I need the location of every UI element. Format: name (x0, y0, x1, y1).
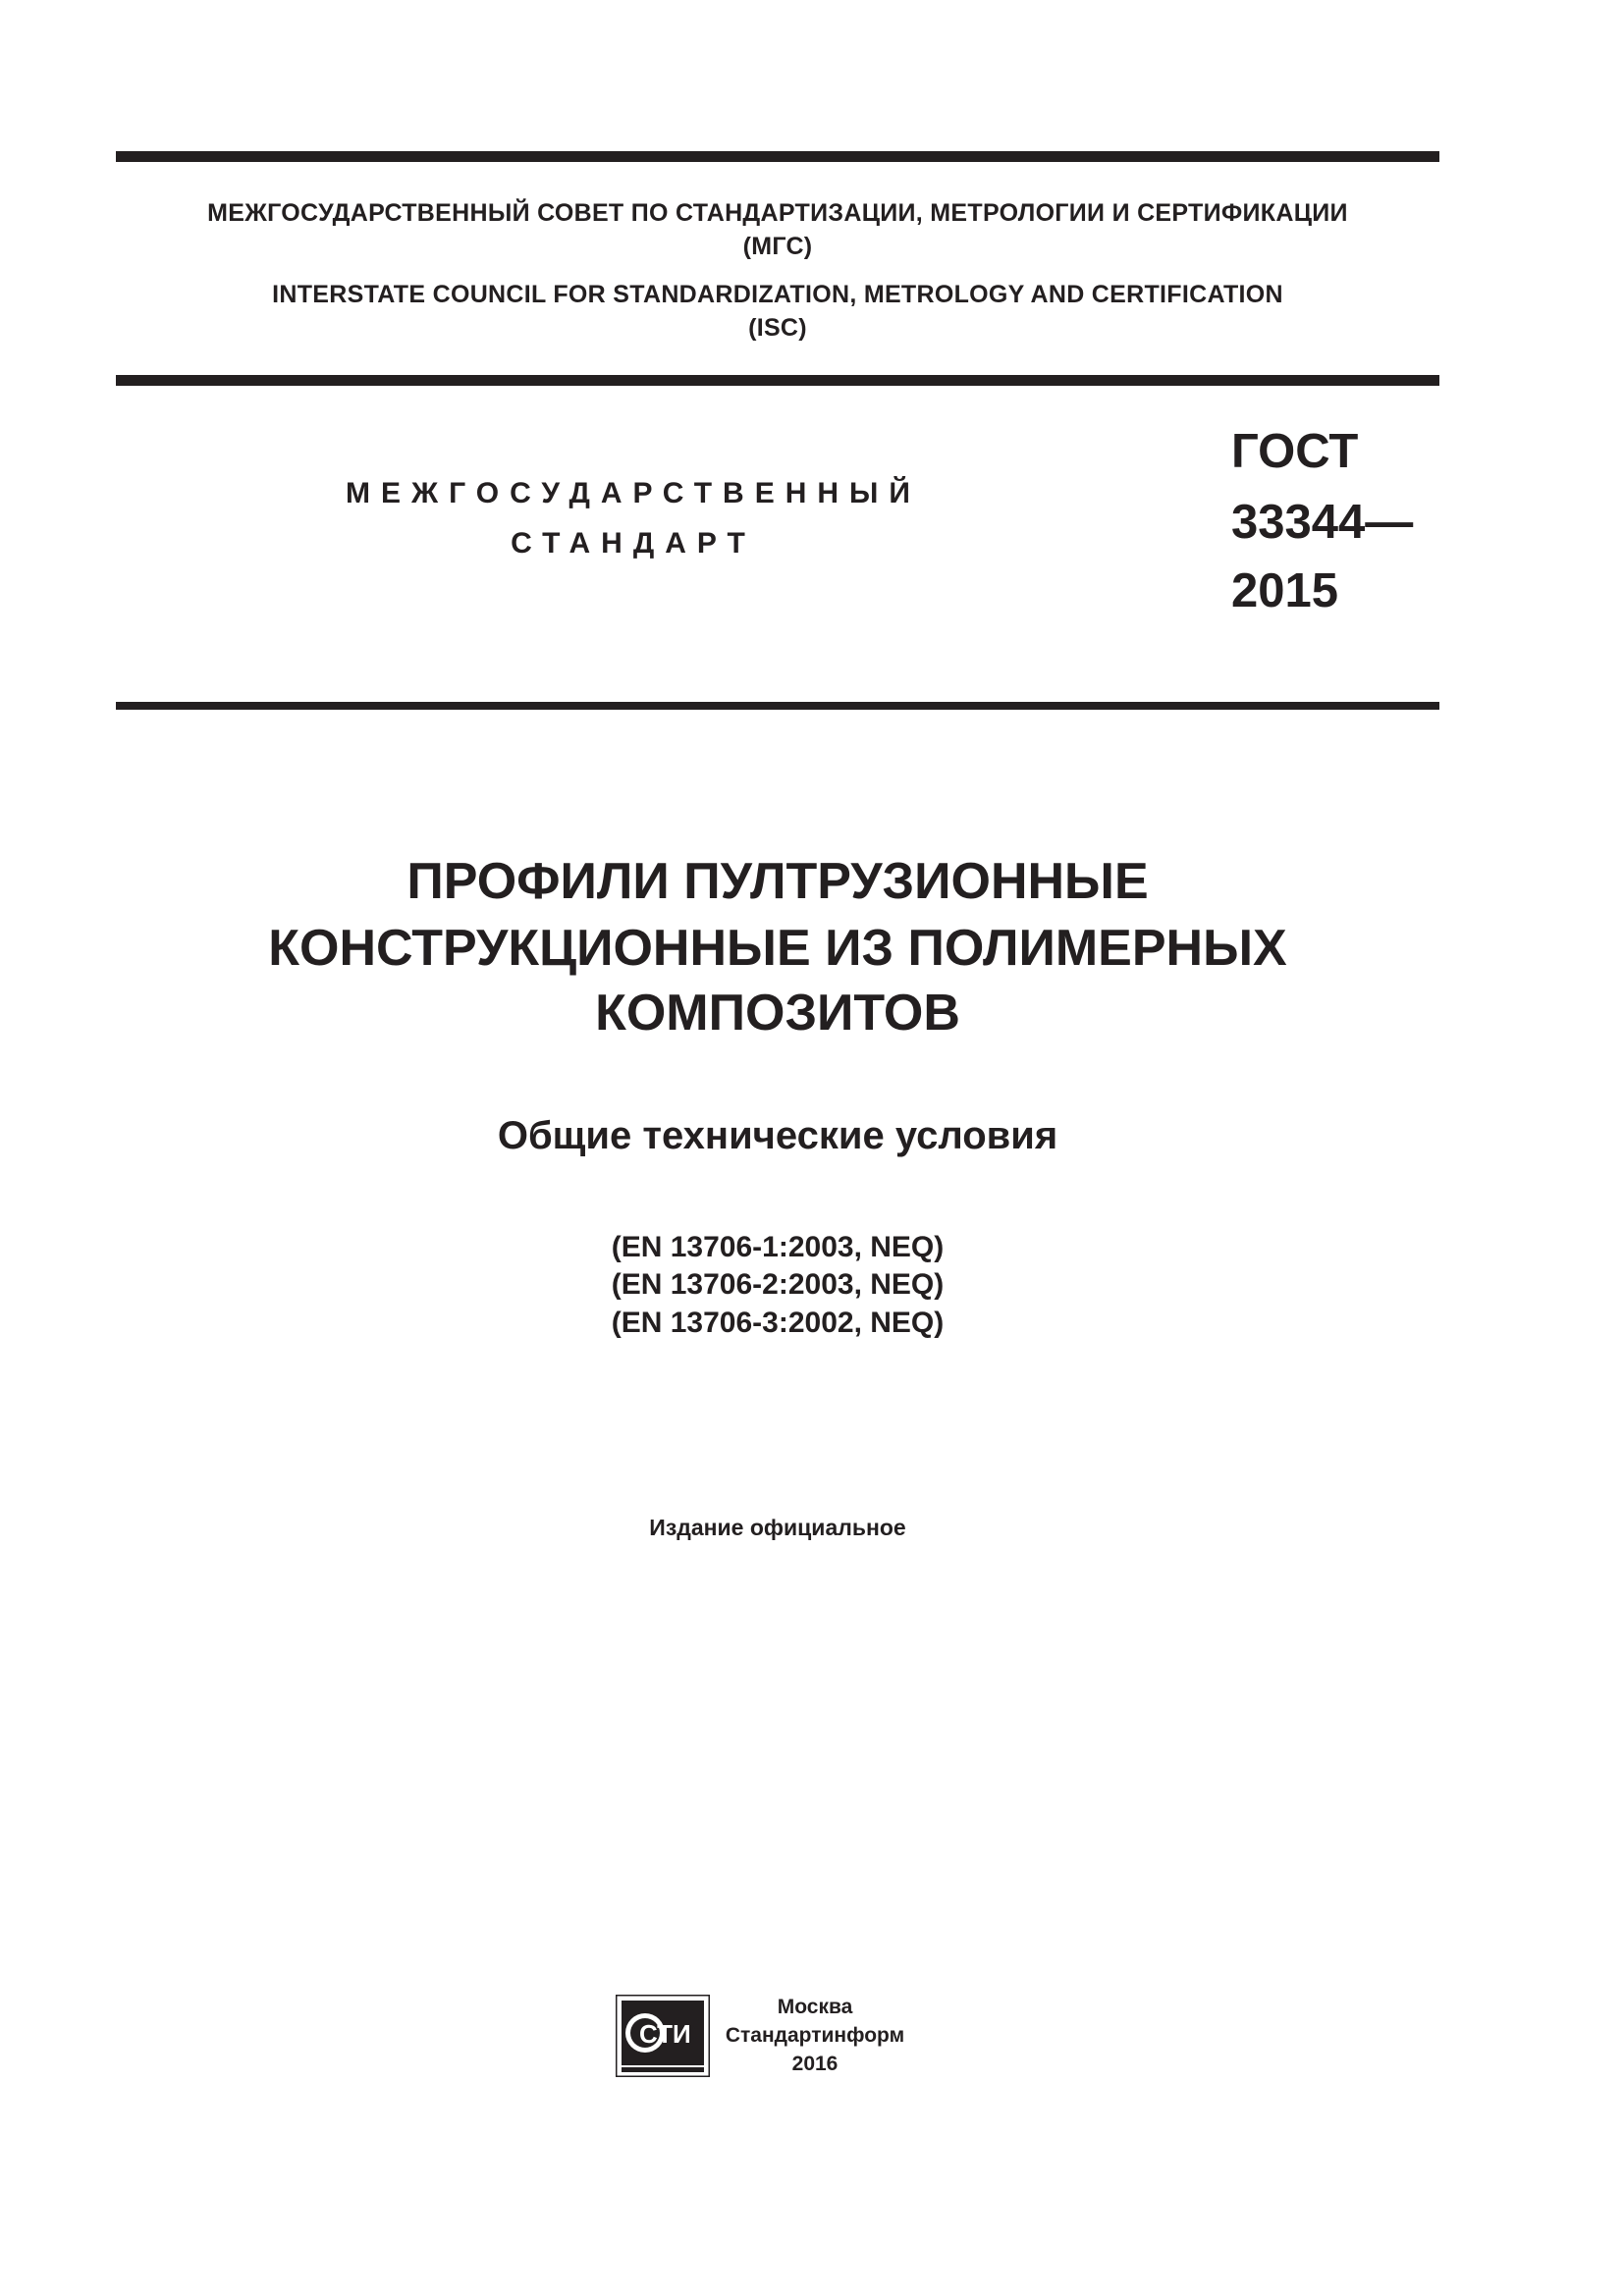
standartinform-logo-icon (616, 1995, 710, 2077)
publication-year: 2016 (791, 2053, 839, 2075)
reference-1: (EN 13706-1:2003, NEQ) (611, 1231, 945, 1263)
document-title-line3: КОМПОЗИТОВ (595, 985, 960, 1041)
logo-text: СТИ (639, 2019, 691, 2049)
council-name-ru: МЕЖГОСУДАРСТВЕННЫЙ СОВЕТ ПО СТАНДАРТИЗАЦИИ, МЕТРОЛОГИИ И СЕРТИФИКАЦИИ (207, 199, 1348, 227)
designation-prefix: ГОСТ (1231, 425, 1359, 478)
designation-number: 33344— (1231, 496, 1414, 549)
document-title-line1: ПРОФИЛИ ПУЛТРУЗИОННЫЕ (406, 853, 1149, 910)
designation-rule (116, 702, 1439, 710)
council-abbr-ru: (МГС) (742, 233, 813, 260)
designation-year: 2015 (1231, 564, 1339, 617)
edition-note: Издание официальное (649, 1515, 906, 1540)
council-name-en: INTERSTATE COUNCIL FOR STANDARDIZATION, METROLOGY AND CERTIFICATION (272, 281, 1283, 308)
publisher-city: Москва (777, 1996, 853, 2018)
reference-3: (EN 13706-3:2002, NEQ) (611, 1307, 945, 1339)
reference-2: (EN 13706-2:2003, NEQ) (611, 1268, 945, 1301)
header-rule (116, 375, 1439, 386)
standard-type-line1: МЕЖГОСУДАРСТВЕННЫЙ (346, 477, 921, 509)
top-rule (116, 151, 1439, 162)
document-title-line2: КОНСТРУКЦИОННЫЕ ИЗ ПОЛИМЕРНЫХ (268, 920, 1287, 977)
standard-type-line2: СТАНДАРТ (511, 527, 756, 560)
document-subtitle: Общие технические условия (497, 1114, 1058, 1157)
council-abbr-en: (ISC) (748, 314, 807, 342)
publisher-name: Стандартинформ (725, 2024, 905, 2047)
